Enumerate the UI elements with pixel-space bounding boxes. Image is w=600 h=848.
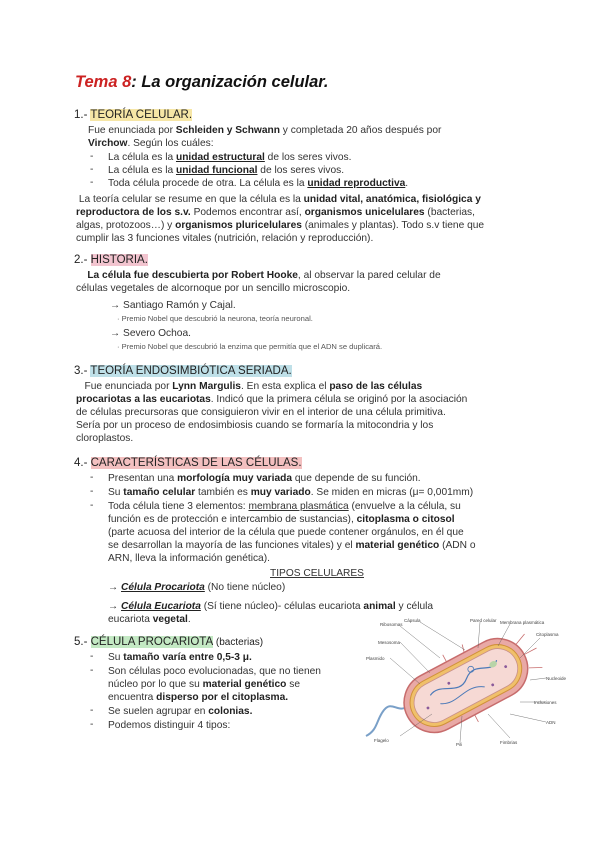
- section-number: 1.-: [74, 109, 91, 121]
- diagram-label: Fimbrias: [500, 740, 518, 745]
- s2-paragraph: La célula fue descubierta por Robert Hooke, al observar la pared celular de células vegetales de alcornoque por un sencillo microscopio.: [76, 270, 441, 294]
- prokaryotic-cell-diagram: [360, 618, 567, 748]
- s5-bullet-1: Su tamaño varía entre 0,5-3 μ.: [108, 652, 252, 663]
- section-3-heading: 3.- TEORÍA ENDOSIMBIÓTICA SERIADA.: [74, 365, 292, 377]
- title-number: Tema 8: [75, 73, 132, 91]
- bullet-dash: -: [90, 472, 94, 483]
- flagellum: [366, 706, 408, 736]
- diagram-label: Plasmido: [366, 656, 385, 661]
- bullet-dash: -: [90, 151, 94, 162]
- diagram-label: Ribosomas: [380, 622, 403, 627]
- diagram-label: Citoplasma: [536, 632, 559, 637]
- section-4-heading: 4.- CARACTERÍSTICAS DE LAS CÉLULAS.: [74, 457, 302, 469]
- section-1-heading: [74, 109, 192, 121]
- diagram-label: ADN: [546, 720, 556, 725]
- s1-bullet-3: Toda célula procede de otra. La célula es la unidad reproductiva.: [108, 178, 409, 189]
- section-2-heading: 2.- HISTORIA.: [74, 254, 148, 266]
- s5-bullet-2: Son células poco evolucionadas, que no tienen núcleo por lo que su material genético se encuentra disperso por el citoplasma.: [108, 666, 321, 703]
- bullet-dash: -: [90, 500, 94, 511]
- s4-bullet-1: Presentan una morfología muy variada que depende de su función.: [108, 473, 421, 484]
- diagram-label: Flagelo: [374, 738, 389, 743]
- section-5-heading: 5.- CÉLULA PROCARIOTA (bacterias): [74, 636, 264, 648]
- s3-paragraph: Fue enunciada por Lynn Margulis. En esta explica el paso de las células procariotas a las eucariotas. Indicó que la primera célula se originó por la asociación de células precursoras que consiguieron vivir en el interior de una célula primitiva. Sería por un proceso de endosimbiosis cuando se formaría la mitocondria y los cloroplastos.: [76, 381, 468, 444]
- diagram-label: Membrana plasmática: [500, 620, 545, 625]
- diagram-label: Pili: [456, 742, 463, 747]
- bullet-dash: -: [90, 164, 94, 175]
- bullet-dash: -: [90, 719, 94, 730]
- s4-bullet-3: Toda célula tiene 3 elementos: membrana plasmática (envuelve a la célula, su función es de protección e intercambio de sustancias), citoplasma o citosol (parte acuosa del interior de la célula que puede contener orgánulos, en él que se desarrollan la mayoría de las funciones vitales) y el material genético (ADN o ARN, lleva la información genética).: [108, 501, 476, 564]
- diagram-label: Mesosoma: [378, 640, 401, 645]
- title-text: : La organización celular.: [131, 73, 329, 91]
- bullet-dash: -: [90, 177, 94, 188]
- s4-bullet-2: Su tamaño celular también es muy variado. Se miden en micras (μ= 0,001mm): [108, 487, 474, 498]
- diagram-label: Nucleoide: [546, 676, 567, 681]
- tipo-procariota: → Célula Procariota (No tiene núcleo): [108, 582, 286, 593]
- section-title: TEORÍA CELULAR.: [90, 109, 193, 121]
- s5-bullet-3: Se suelen agrupar en colonias.: [108, 706, 253, 717]
- s1-intro-line1: Fue enunciada por Schleiden y Schwann y completada 20 años después por: [88, 125, 442, 136]
- s2-person-2: → Severo Ochoa.: [110, 328, 191, 339]
- bullet-dash: -: [90, 651, 94, 662]
- s1-bullet-1: La célula es la unidad estructural de los seres vivos.: [108, 152, 352, 163]
- bullet-dash: -: [90, 705, 94, 716]
- bullet-dash: -: [90, 665, 94, 676]
- s2-person-2-note: · Premio Nobel que descubrió la enzima que permitía que el ADN se duplicará.: [117, 342, 383, 351]
- diagram-label: Pared celular: [470, 618, 497, 623]
- tipos-celulares-heading: TIPOS CELULARES: [270, 568, 364, 579]
- s5-bullet-4: Podemos distinguir 4 tipos:: [108, 720, 231, 731]
- s1-bullet-2: La célula es la unidad funcional de los seres vivos.: [108, 165, 345, 176]
- s2-person-1: → Santiago Ramón y Cajal.: [110, 300, 236, 311]
- bullet-dash: -: [90, 486, 94, 497]
- tipo-eucariota: → Célula Eucariota (Sí tiene núcleo)- células eucariota animal y célula eucariota vegetal.: [108, 601, 434, 625]
- s1-paragraph: La teoría celular se resume en que la célula es la unidad vital, anatómica, fisiológica y reproductora de los s.v. Podemos encontrar así, organismos unicelulares (bacterias, algas, protozoos…) y organismos pluricelulares (animales y plantas). Todo s.v tiene que cumplir las 3 funciones vitales (nutrición, relación y reproducción).: [76, 194, 485, 244]
- page-title: [75, 73, 328, 92]
- diagram-label: Inclusiones: [534, 700, 557, 705]
- diagram-label: Cápsula: [404, 618, 421, 623]
- s1-intro-line2: Virchow. Según los cuáles:: [88, 138, 214, 149]
- s2-person-1-note: · Premio Nobel que descubrió la neurona, teoría neuronal.: [117, 314, 313, 323]
